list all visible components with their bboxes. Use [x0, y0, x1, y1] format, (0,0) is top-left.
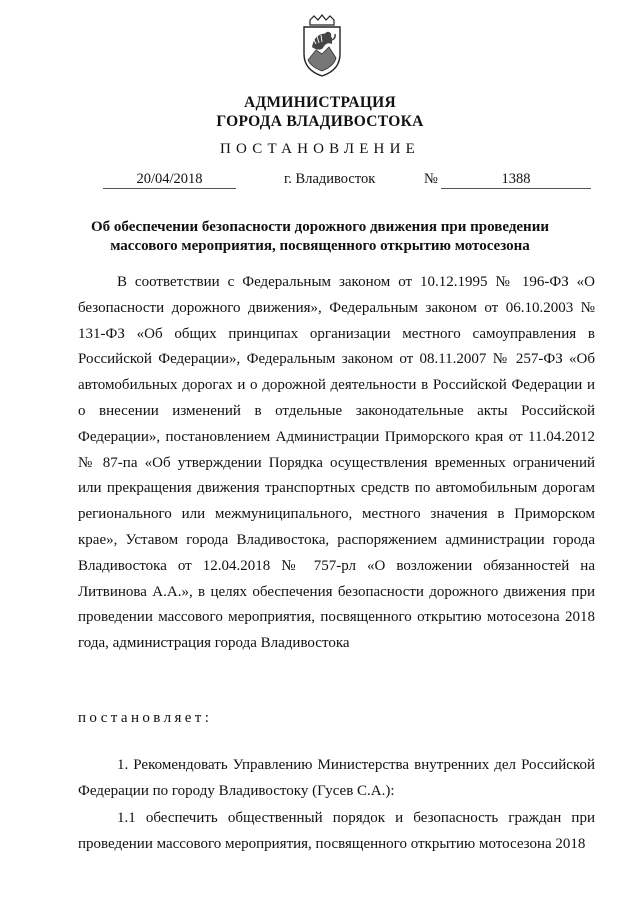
number-sign: №: [424, 171, 438, 187]
city-title: ГОРОДА ВЛАДИВОСТОКА: [216, 113, 424, 130]
resolve-heading: постановляет:: [78, 710, 213, 726]
document-city: г. Владивосток: [284, 171, 376, 187]
document-date: 20/04/2018: [103, 170, 236, 189]
administration-title: АДМИНИСТРАЦИЯ: [243, 94, 397, 111]
item-1-paragraph: 1. Рекомендовать Управлению Министерства внутренних дел Российской Федерации по городу Владивостоку (Гусев С.А.):: [78, 757, 595, 799]
city-coat-of-arms-icon: [298, 14, 346, 78]
document-meta-row: [0, 170, 640, 190]
preamble-paragraph: В соответствии с Федеральным законом от 10.12.1995 № 196-ФЗ «О безопасности дорожного движения», Федеральным законом от 06.10.2003 № 131-ФЗ «Об общих принципах организации местного самоуправления в Российской Федерации», Федеральным законом от 08.11.2007 № 257-ФЗ «Об автомобильных дорогах и о дорожной деятельности в Российской Федерации и о внесении изменений в отдельные законодательные акты Российской Федерации», постановлением Администрации Приморского края от 11.04.2012 № 87-па «Об утверждении Порядка осуществления временных ограничений или прекращения движения транспортных средств по автомобильным дорогам регионального или межмуниципального, местного значения в Приморском крае», Уставом города Владивостока, распоряжением администрации города Владивостока от 12.04.2018 № 757-рл «О возложении обязанностей на Литвинова А.А.», в целях обеспечения безопасности дорожного движения при проведении массового мероприятия, посвященного открытию мотосезона 2018 года, администрация города Владивостока: [78, 274, 595, 652]
document-subject: Об обеспечении безопасности дорожного движения при проведении массового мероприятия, посвященного открытию мотосезона: [90, 219, 549, 254]
item-1-1-paragraph: 1.1 обеспечить общественный порядок и безопасность граждан при проведении массового мероприятия, посвященного открытию мотосезона 2018: [78, 810, 595, 852]
document-number: 1388: [441, 170, 591, 189]
document-type: ПОСТАНОВЛЕНИЕ: [220, 141, 420, 157]
